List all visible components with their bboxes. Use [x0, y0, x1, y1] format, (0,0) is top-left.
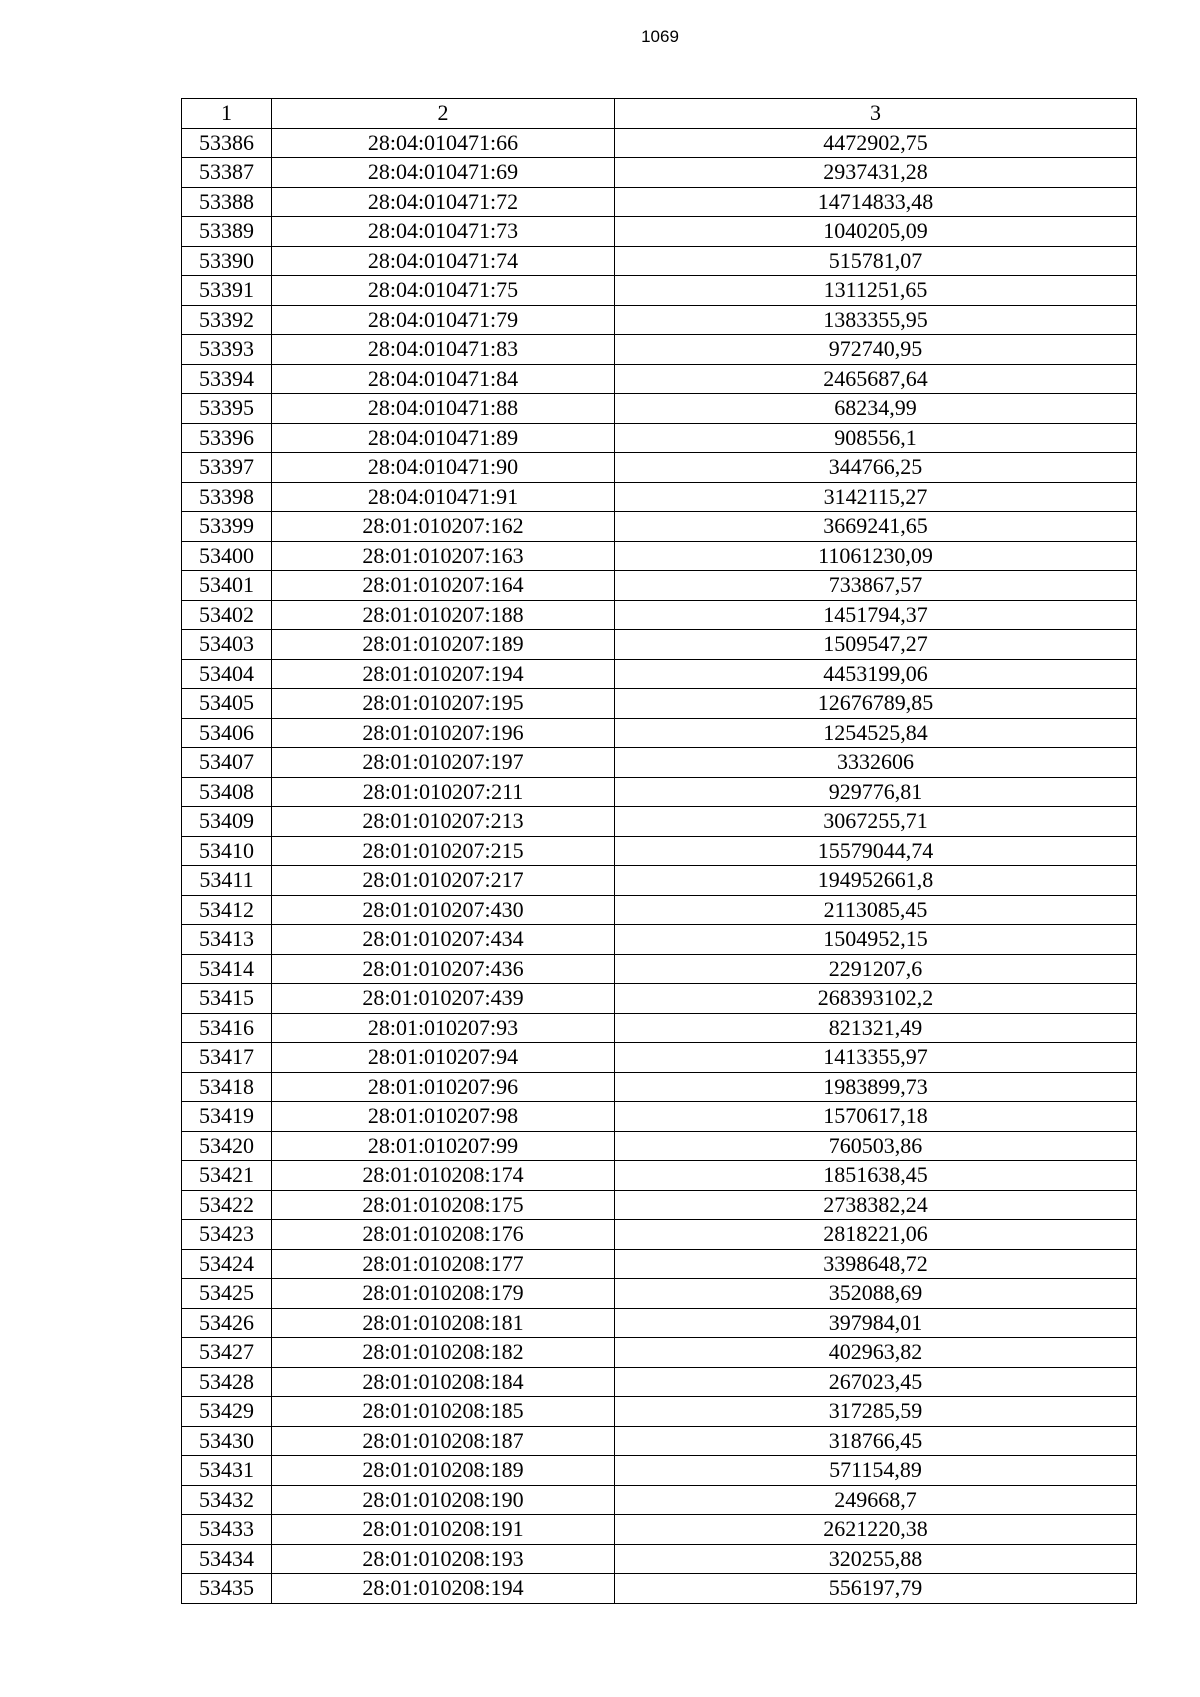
row-number-cell: 53404 — [182, 659, 272, 689]
table-row — [182, 187, 1137, 217]
value-cell: 318766,45 — [615, 1426, 1137, 1456]
cadastral-number-cell: 28:01:010208:174 — [272, 1161, 615, 1191]
row-number-cell: 53407 — [182, 748, 272, 778]
table-row — [182, 718, 1137, 748]
cadastral-number-cell: 28:04:010471:83 — [272, 335, 615, 365]
table-row — [182, 1544, 1137, 1574]
row-number-cell: 53419 — [182, 1102, 272, 1132]
table-row — [182, 217, 1137, 247]
page-number: 1069 — [641, 27, 679, 46]
value-cell: 1983899,73 — [615, 1072, 1137, 1102]
cadastral-number-cell: 28:01:010208:179 — [272, 1279, 615, 1309]
value-cell: 571154,89 — [615, 1456, 1137, 1486]
value-cell: 2291207,6 — [615, 954, 1137, 984]
table-row — [182, 1220, 1137, 1250]
row-number-cell: 53427 — [182, 1338, 272, 1368]
table-row — [182, 1102, 1137, 1132]
value-cell: 1509547,27 — [615, 630, 1137, 660]
cadastral-number-cell: 28:04:010471:66 — [272, 128, 615, 158]
cadastral-number-cell: 28:01:010207:93 — [272, 1013, 615, 1043]
table-row — [182, 158, 1137, 188]
value-cell: 1040205,09 — [615, 217, 1137, 247]
table-row — [182, 364, 1137, 394]
table-row — [182, 1338, 1137, 1368]
table-row — [182, 1574, 1137, 1604]
row-number-cell: 53430 — [182, 1426, 272, 1456]
value-cell: 68234,99 — [615, 394, 1137, 424]
table-row — [182, 453, 1137, 483]
row-number-cell: 53425 — [182, 1279, 272, 1309]
cadastral-number-cell: 28:01:010207:188 — [272, 600, 615, 630]
row-number-cell: 53429 — [182, 1397, 272, 1427]
value-cell: 1413355,97 — [615, 1043, 1137, 1073]
value-cell: 1451794,37 — [615, 600, 1137, 630]
cadastral-number-cell: 28:01:010208:176 — [272, 1220, 615, 1250]
cadastral-number-cell: 28:01:010208:177 — [272, 1249, 615, 1279]
cadastral-number-cell: 28:04:010471:75 — [272, 276, 615, 306]
table-row — [182, 246, 1137, 276]
cadastral-number-cell: 28:01:010208:189 — [272, 1456, 615, 1486]
row-number-cell: 53390 — [182, 246, 272, 276]
table-row — [182, 866, 1137, 896]
table-row — [182, 1043, 1137, 1073]
cadastral-number-cell: 28:01:010208:194 — [272, 1574, 615, 1604]
value-cell: 760503,86 — [615, 1131, 1137, 1161]
table-row — [182, 276, 1137, 306]
value-cell: 320255,88 — [615, 1544, 1137, 1574]
row-number-cell: 53389 — [182, 217, 272, 247]
table-row — [182, 1367, 1137, 1397]
cadastral-number-cell: 28:04:010471:89 — [272, 423, 615, 453]
cadastral-number-cell: 28:01:010207:96 — [272, 1072, 615, 1102]
row-number-cell: 53388 — [182, 187, 272, 217]
table-row — [182, 128, 1137, 158]
table-row — [182, 1426, 1137, 1456]
row-number-cell: 53399 — [182, 512, 272, 542]
row-number-cell: 53421 — [182, 1161, 272, 1191]
cadastral-number-cell: 28:01:010207:189 — [272, 630, 615, 660]
value-cell: 2818221,06 — [615, 1220, 1137, 1250]
table-row — [182, 1308, 1137, 1338]
cadastral-number-cell: 28:01:010207:194 — [272, 659, 615, 689]
cadastral-number-cell: 28:01:010208:193 — [272, 1544, 615, 1574]
value-cell: 4453199,06 — [615, 659, 1137, 689]
row-number-cell: 53428 — [182, 1367, 272, 1397]
row-number-cell: 53417 — [182, 1043, 272, 1073]
row-number-cell: 53408 — [182, 777, 272, 807]
cadastral-number-cell: 28:01:010207:98 — [272, 1102, 615, 1132]
cadastral-number-cell: 28:01:010208:175 — [272, 1190, 615, 1220]
value-cell: 1504952,15 — [615, 925, 1137, 955]
table-row — [182, 807, 1137, 837]
cadastral-number-cell: 28:04:010471:91 — [272, 482, 615, 512]
table-row — [182, 1456, 1137, 1486]
value-cell: 397984,01 — [615, 1308, 1137, 1338]
row-number-cell: 53432 — [182, 1485, 272, 1515]
value-cell: 556197,79 — [615, 1574, 1137, 1604]
cadastral-number-cell: 28:01:010207:164 — [272, 571, 615, 601]
table-row — [182, 777, 1137, 807]
row-number-cell: 53391 — [182, 276, 272, 306]
value-cell: 402963,82 — [615, 1338, 1137, 1368]
row-number-cell: 53413 — [182, 925, 272, 955]
value-cell: 352088,69 — [615, 1279, 1137, 1309]
value-cell: 12676789,85 — [615, 689, 1137, 719]
cadastral-number-cell: 28:01:010207:430 — [272, 895, 615, 925]
cadastral-number-cell: 28:01:010208:184 — [272, 1367, 615, 1397]
table-row — [182, 1190, 1137, 1220]
cadastral-number-cell: 28:04:010471:72 — [272, 187, 615, 217]
value-cell: 2621220,38 — [615, 1515, 1137, 1545]
row-number-cell: 53401 — [182, 571, 272, 601]
row-number-cell: 53397 — [182, 453, 272, 483]
row-number-cell: 53402 — [182, 600, 272, 630]
value-cell: 3669241,65 — [615, 512, 1137, 542]
table-row — [182, 836, 1137, 866]
cadastral-number-cell: 28:04:010471:74 — [272, 246, 615, 276]
value-cell: 267023,45 — [615, 1367, 1137, 1397]
row-number-cell: 53393 — [182, 335, 272, 365]
row-number-cell: 53423 — [182, 1220, 272, 1250]
row-number-cell: 53405 — [182, 689, 272, 719]
row-number-cell: 53414 — [182, 954, 272, 984]
value-cell: 4472902,75 — [615, 128, 1137, 158]
row-number-cell: 53424 — [182, 1249, 272, 1279]
value-cell: 344766,25 — [615, 453, 1137, 483]
column-header-3: 3 — [615, 99, 1137, 129]
row-number-cell: 53392 — [182, 305, 272, 335]
cadastral-number-cell: 28:01:010208:185 — [272, 1397, 615, 1427]
table-row — [182, 1397, 1137, 1427]
table-row — [182, 1131, 1137, 1161]
value-cell: 972740,95 — [615, 335, 1137, 365]
row-number-cell: 53411 — [182, 866, 272, 896]
value-cell: 1254525,84 — [615, 718, 1137, 748]
row-number-cell: 53418 — [182, 1072, 272, 1102]
table-row — [182, 1161, 1137, 1191]
cadastral-number-cell: 28:04:010471:90 — [272, 453, 615, 483]
cadastral-number-cell: 28:01:010207:94 — [272, 1043, 615, 1073]
table-row — [182, 1485, 1137, 1515]
row-number-cell: 53422 — [182, 1190, 272, 1220]
cadastral-number-cell: 28:04:010471:73 — [272, 217, 615, 247]
value-cell: 1311251,65 — [615, 276, 1137, 306]
table-row — [182, 630, 1137, 660]
cadastral-number-cell: 28:01:010207:211 — [272, 777, 615, 807]
cadastral-number-cell: 28:04:010471:69 — [272, 158, 615, 188]
row-number-cell: 53398 — [182, 482, 272, 512]
value-cell: 249668,7 — [615, 1485, 1137, 1515]
table-row — [182, 954, 1137, 984]
cadastral-number-cell: 28:01:010207:217 — [272, 866, 615, 896]
table-row — [182, 482, 1137, 512]
table-row — [182, 1013, 1137, 1043]
value-cell: 15579044,74 — [615, 836, 1137, 866]
row-number-cell: 53395 — [182, 394, 272, 424]
table-row — [182, 895, 1137, 925]
value-cell: 3067255,71 — [615, 807, 1137, 837]
value-cell: 929776,81 — [615, 777, 1137, 807]
table-row — [182, 335, 1137, 365]
table-row — [182, 748, 1137, 778]
table-row — [182, 423, 1137, 453]
row-number-cell: 53403 — [182, 630, 272, 660]
value-cell: 515781,07 — [615, 246, 1137, 276]
cadastral-number-cell: 28:01:010207:213 — [272, 807, 615, 837]
cadastral-number-cell: 28:01:010207:434 — [272, 925, 615, 955]
row-number-cell: 53400 — [182, 541, 272, 571]
value-cell: 908556,1 — [615, 423, 1137, 453]
column-header-2: 2 — [272, 99, 615, 129]
value-cell: 317285,59 — [615, 1397, 1137, 1427]
column-header-1: 1 — [182, 99, 272, 129]
table-row — [182, 541, 1137, 571]
row-number-cell: 53415 — [182, 984, 272, 1014]
cadastral-number-cell: 28:01:010207:439 — [272, 984, 615, 1014]
row-number-cell: 53434 — [182, 1544, 272, 1574]
cadastral-number-cell: 28:01:010207:99 — [272, 1131, 615, 1161]
row-number-cell: 53426 — [182, 1308, 272, 1338]
value-cell: 1570617,18 — [615, 1102, 1137, 1132]
value-cell: 1851638,45 — [615, 1161, 1137, 1191]
value-cell: 2465687,64 — [615, 364, 1137, 394]
table-row — [182, 600, 1137, 630]
value-cell: 3398648,72 — [615, 1249, 1137, 1279]
table-row — [182, 925, 1137, 955]
row-number-cell: 53396 — [182, 423, 272, 453]
table-row — [182, 1072, 1137, 1102]
value-cell: 268393102,2 — [615, 984, 1137, 1014]
cadastral-number-cell: 28:04:010471:84 — [272, 364, 615, 394]
table-row — [182, 1515, 1137, 1545]
cadastral-number-cell: 28:01:010208:190 — [272, 1485, 615, 1515]
table-row — [182, 1279, 1137, 1309]
row-number-cell: 53406 — [182, 718, 272, 748]
table-row — [182, 571, 1137, 601]
table-row — [182, 689, 1137, 719]
row-number-cell: 53386 — [182, 128, 272, 158]
cadastral-number-cell: 28:01:010208:191 — [272, 1515, 615, 1545]
value-cell: 194952661,8 — [615, 866, 1137, 896]
row-number-cell: 53435 — [182, 1574, 272, 1604]
cadastral-number-cell: 28:01:010207:436 — [272, 954, 615, 984]
row-number-cell: 53409 — [182, 807, 272, 837]
row-number-cell: 53387 — [182, 158, 272, 188]
cadastral-number-cell: 28:01:010208:187 — [272, 1426, 615, 1456]
value-cell: 2937431,28 — [615, 158, 1137, 188]
cadastral-number-cell: 28:01:010208:181 — [272, 1308, 615, 1338]
row-number-cell: 53431 — [182, 1456, 272, 1486]
row-number-cell: 53433 — [182, 1515, 272, 1545]
value-cell: 11061230,09 — [615, 541, 1137, 571]
data-table — [181, 98, 1137, 1604]
table-row — [182, 394, 1137, 424]
cadastral-number-cell: 28:01:010207:163 — [272, 541, 615, 571]
cadastral-number-cell: 28:01:010207:195 — [272, 689, 615, 719]
cadastral-number-cell: 28:04:010471:88 — [272, 394, 615, 424]
row-number-cell: 53416 — [182, 1013, 272, 1043]
cadastral-number-cell: 28:01:010207:197 — [272, 748, 615, 778]
value-cell: 3332606 — [615, 748, 1137, 778]
value-cell: 3142115,27 — [615, 482, 1137, 512]
row-number-cell: 53412 — [182, 895, 272, 925]
value-cell: 821321,49 — [615, 1013, 1137, 1043]
row-number-cell: 53420 — [182, 1131, 272, 1161]
value-cell: 14714833,48 — [615, 187, 1137, 217]
table-row — [182, 1249, 1137, 1279]
table-body — [182, 128, 1137, 1603]
table-row — [182, 512, 1137, 542]
value-cell: 1383355,95 — [615, 305, 1137, 335]
value-cell: 733867,57 — [615, 571, 1137, 601]
row-number-cell: 53410 — [182, 836, 272, 866]
table-header-row — [182, 99, 1137, 129]
row-number-cell: 53394 — [182, 364, 272, 394]
value-cell: 2738382,24 — [615, 1190, 1137, 1220]
table-row — [182, 305, 1137, 335]
table-row — [182, 984, 1137, 1014]
cadastral-number-cell: 28:01:010207:196 — [272, 718, 615, 748]
cadastral-number-cell: 28:04:010471:79 — [272, 305, 615, 335]
cadastral-number-cell: 28:01:010207:162 — [272, 512, 615, 542]
value-cell: 2113085,45 — [615, 895, 1137, 925]
cadastral-number-cell: 28:01:010208:182 — [272, 1338, 615, 1368]
cadastral-number-cell: 28:01:010207:215 — [272, 836, 615, 866]
table-row — [182, 659, 1137, 689]
